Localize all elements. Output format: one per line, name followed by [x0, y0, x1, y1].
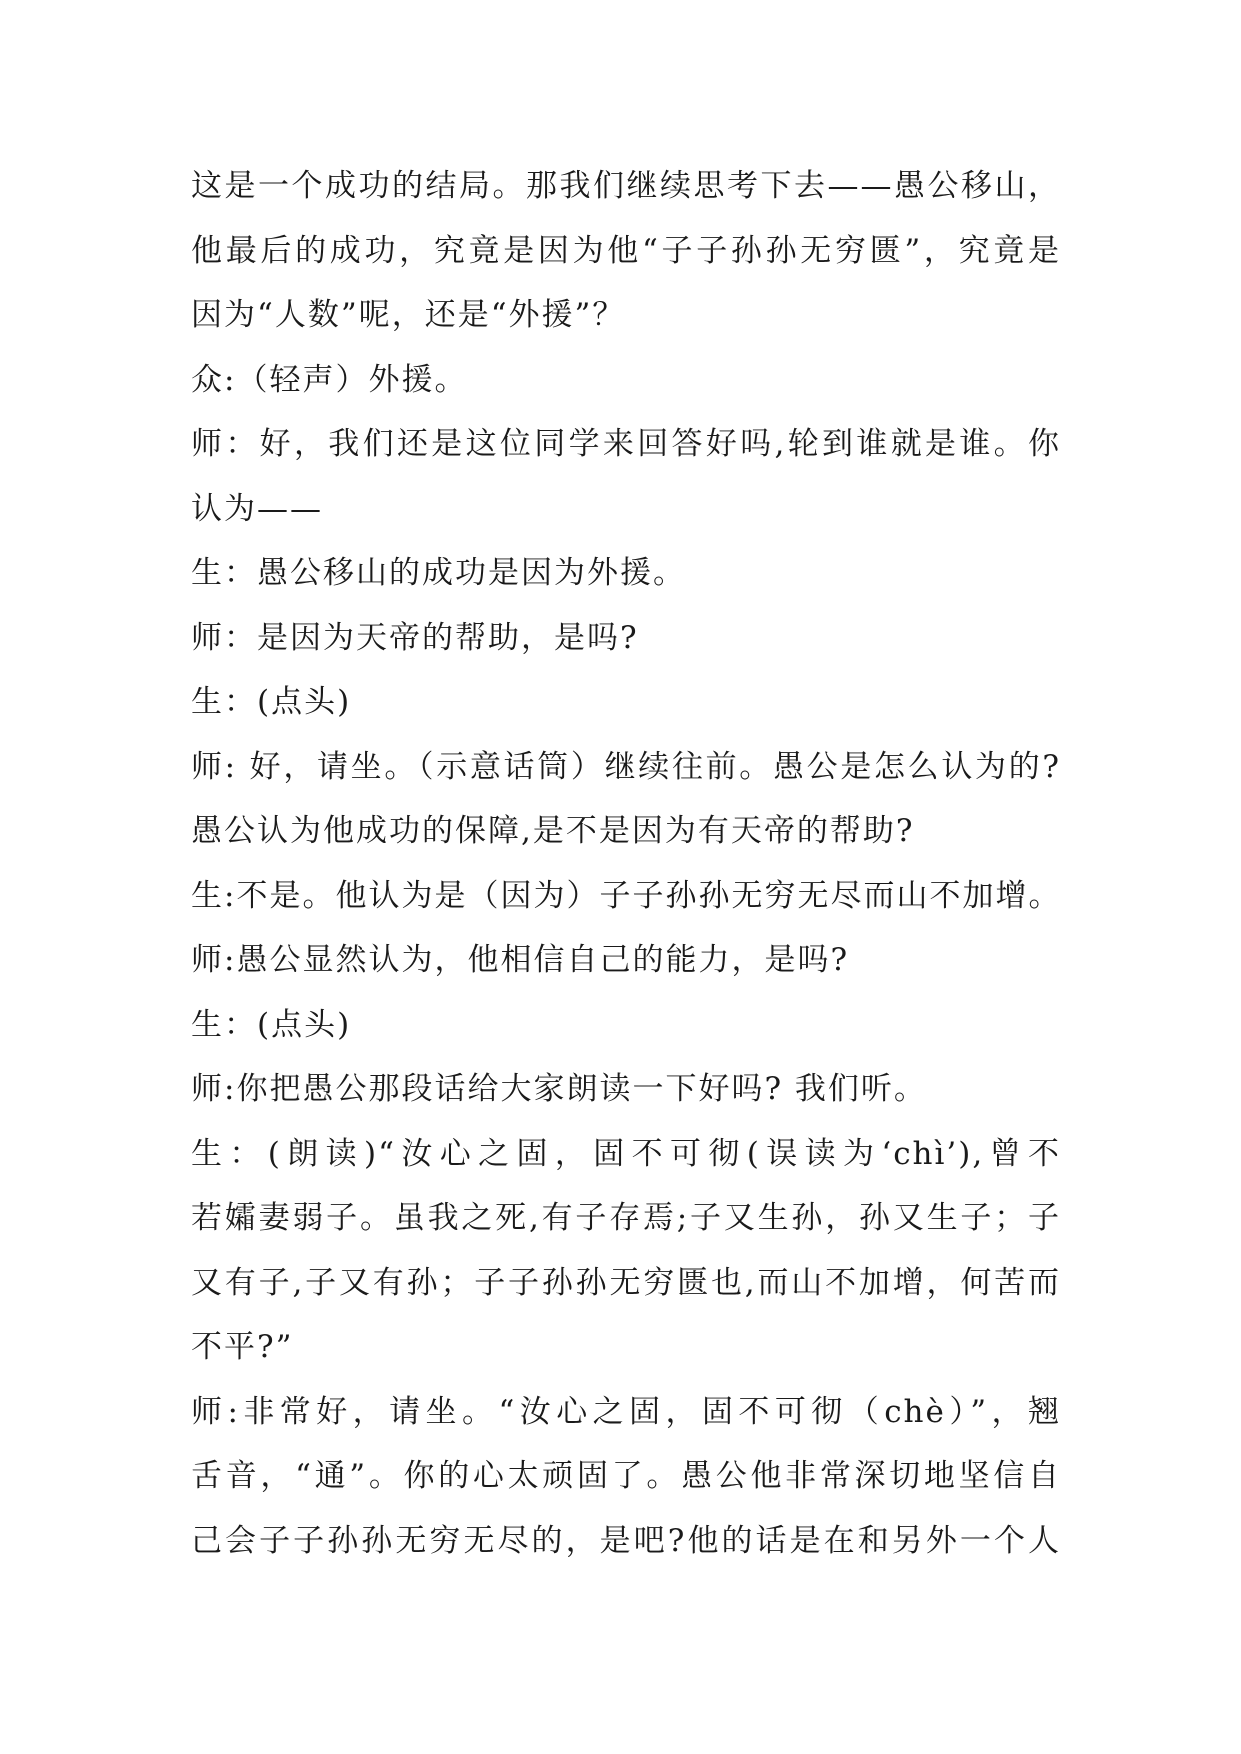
dialogue-line: 生：(点头)	[191, 1006, 352, 1043]
text-line: 因为“人数”呢，还是“外援”？	[191, 297, 626, 333]
text-line: 不平?”	[191, 1329, 294, 1365]
dialogue-line: 师：好，我们还是这位同学来回答好吗,轮到谁就是谁。你	[191, 426, 1061, 462]
dialogue-line: 师:你把愚公那段话给大家朗读一下好吗? 我们听。	[191, 1071, 927, 1107]
dialogue-line: 生：(朗读)“汝心之固，固不可彻(误读为‘chì’),曾不	[191, 1135, 1061, 1172]
text-line: 若孀妻弱子。虽我之死,有子存焉;子又生孙，孙又生子；子	[191, 1200, 1061, 1236]
dialogue-line: 生:不是。他认为是（因为）子子孙孙无穷无尽而山不加增。	[191, 877, 1062, 914]
dialogue-line: 众:（轻声）外援。	[191, 361, 468, 398]
text-line: 愚公认为他成功的保障,是不是因为有天帝的帮助?	[191, 813, 915, 849]
text-line: 这是一个成功的结局。那我们继续思考下去——愚公移山，	[191, 168, 1061, 204]
text-line: 己会子子孙孙无穷无尽的，是吧?他的话是在和另外一个人	[191, 1522, 1061, 1559]
dialogue-line: 师：是因为天帝的帮助，是吗?	[191, 619, 639, 656]
dialogue-line: 生：(点头)	[191, 684, 352, 720]
text-line: 又有子,子又有孙；子子孙孙无穷匮也,而山不加增，何苦而	[191, 1264, 1061, 1301]
text-line: 认为——	[191, 490, 323, 527]
dialogue-line: 师:非常好，请坐。“汝心之固，固不可彻（chè）”，翘	[191, 1393, 1061, 1430]
dialogue-line: 师: 好，请坐。（示意话筒）继续往前。愚公是怎么认为的?	[191, 748, 1061, 785]
document-body	[191, 154, 1061, 1573]
dialogue-line: 生：愚公移山的成功是因为外援。	[191, 555, 686, 591]
dialogue-line: 师:愚公显然认为，他相信自己的能力，是吗?	[191, 942, 850, 978]
text-line: 他最后的成功，究竟是因为他“子子孙孙无穷匮”，究竟是	[191, 232, 1061, 269]
text-line: 舌音，“通”。你的心太顽固了。愚公他非常深切地坚信自	[191, 1458, 1061, 1494]
